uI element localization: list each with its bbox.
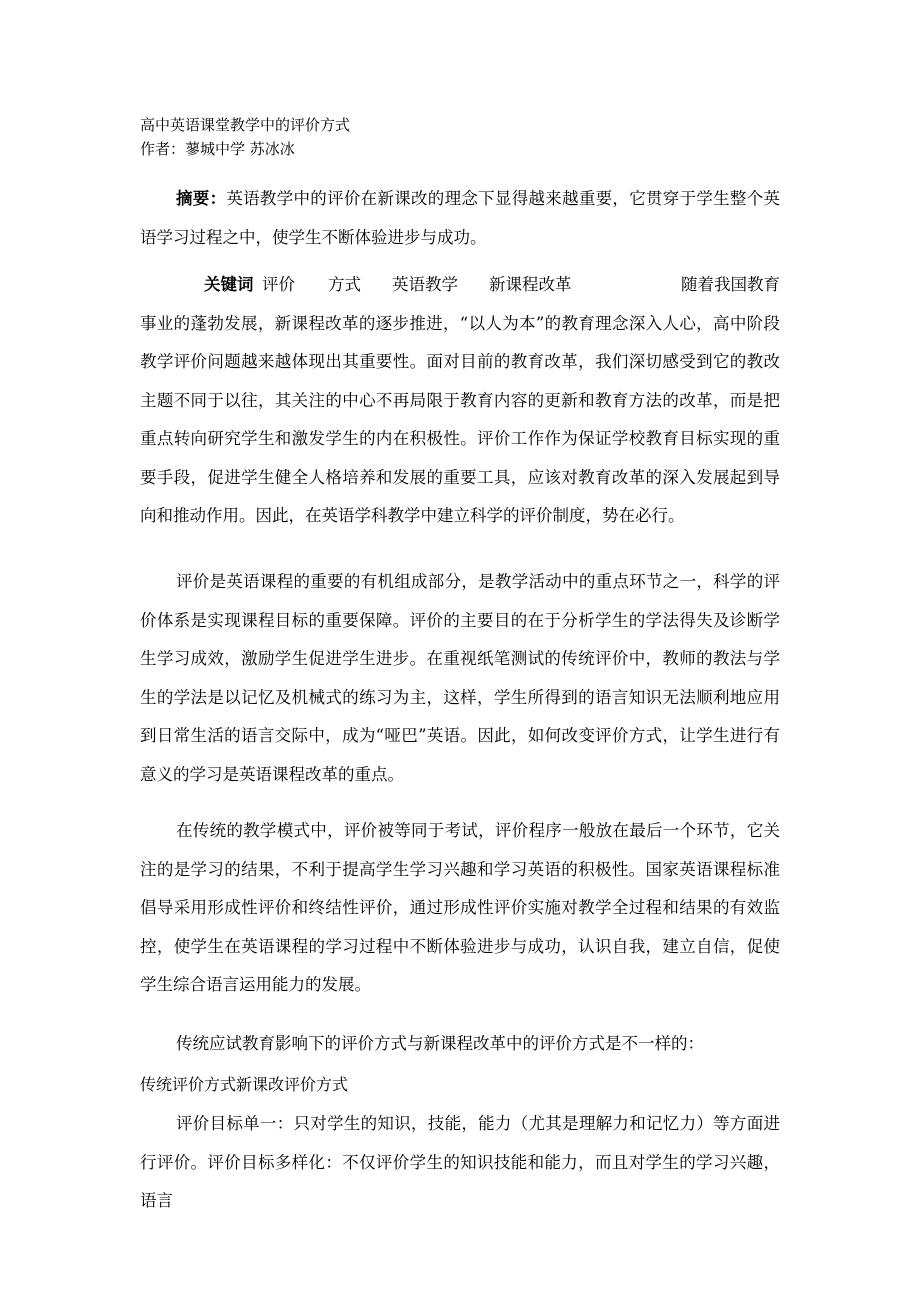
document-author: 作者：蓼城中学 苏冰冰: [140, 140, 295, 158]
paragraph-4: 传统应试教育影响下的评价方式与新课程改革中的评价方式是不一样的：: [176, 1034, 704, 1053]
abstract-text: 英语教学中的评价在新课改的理念下显得越来越重要，它贯穿于学生整个英语学习过程之中，使学生不断体验进步与成功。: [140, 189, 781, 247]
abstract-paragraph: [140, 180, 780, 257]
keywords-label: 关键词: [204, 275, 254, 294]
keywords-row: [140, 266, 780, 305]
document-title: 高中英语课堂教学中的评价方式: [140, 116, 351, 134]
keyword-item: 新课程改革: [489, 275, 572, 294]
keywords-paragraph: [140, 266, 780, 536]
paragraph1-body: 事业的蓬勃发展，新课程改革的逐步推进，“以人为本”的教育理念深入人心，高中阶段教学评价问题越来越体现出其重要性。面对目前的教育改革，我们深切感受到它的教改主题不同于以往，其关注的中心不再局限于教育内容的更新和教育方法的改革，而是把重点转向研究学生和激发学生的内在积极性。评价工作作为保证学校教育目标实现的重要手段，促进学生健全人格培养和发展的重要工具，应该对教育改革的深入发展起到导向和推动作用。因此，在英语学科教学中建立科学的评价制度，势在必行。: [140, 313, 780, 525]
paragraph1-lead: 随着我国教育: [681, 275, 780, 294]
keyword-item: 评价: [262, 275, 295, 294]
paragraph-2: 评价是英语课程的重要的有机组成部分，是教学活动中的重点环节之一，科学的评价体系是实现课程目标的重要保障。评价的主要目的在于分析学生的学法得失及诊断学生学习成效，激励学生促进学生进步。在重视纸笔测试的传统评价中，教师的教法与学生的学法是以记忆及机械式的练习为主，这样，学生所得到的语言知识无法顺利地应用到日常生活的语言交际中，成为“哑巴”英语。因此，如何改变评价方式，让学生进行有意义的学习是英语课程改革的重点。: [140, 572, 780, 784]
table-heading: 传统评价方式新课改评价方式: [140, 1075, 349, 1094]
paragraph-5: 评价目标单一：只对学生的知识，技能，能力（尤其是理解力和记忆力）等方面进行评价。评价目标多样化：不仅评价学生的知识技能和能力，而且对学生的学习兴趣，语言: [140, 1114, 780, 1210]
keyword-item: 方式: [328, 275, 361, 294]
document-page: [140, 0, 780, 1302]
keyword-item: 英语教学: [392, 275, 458, 294]
abstract-label: 摘要：: [176, 189, 227, 208]
paragraph-3: 在传统的教学模式中，评价被等同于考试，评价程序一般放在最后一个环节，它关注的是学习的结果，不利于提高学生学习兴趣和学习英语的积极性。国家英语课程标准倡导采用形成性评价和终结性评价，通过形成性评价实施对教学全过程和结果的有效监控，使学生在英语课程的学习过程中不断体验进步与成功，认识自我，建立自信，促使学生综合语言运用能力的发展。: [140, 821, 780, 994]
